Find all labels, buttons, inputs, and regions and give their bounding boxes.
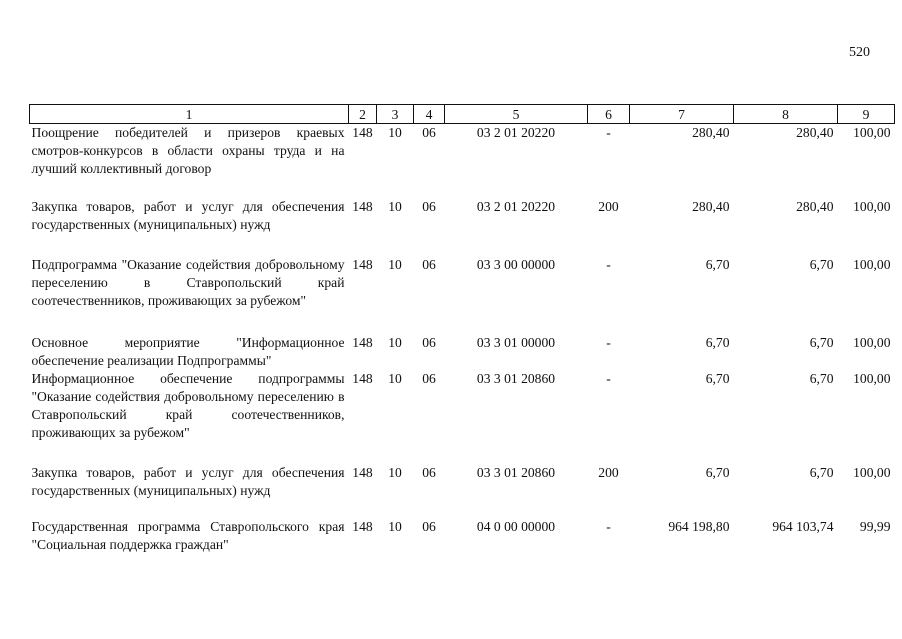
row-subsection: 06 xyxy=(422,464,436,480)
row-target-article: 03 3 01 20860 xyxy=(476,370,556,386)
row-subsection: 06 xyxy=(422,125,436,140)
row-description: Поощрение победителей и призеров краевых смотров-конкурсов в области охраны труда и на лучший коллективный договор xyxy=(31,125,345,176)
row-description: Государственная программа Ставропольского края "Социальная поддержка граждан" xyxy=(31,518,345,552)
table-row xyxy=(30,464,895,518)
table-row xyxy=(30,370,895,464)
row-section: 10 xyxy=(388,334,402,350)
row-subsection: 06 xyxy=(422,334,436,350)
row-expense-type: - xyxy=(606,370,611,386)
row-admin-code: 148 xyxy=(352,334,373,350)
row-executed: 280,40 xyxy=(796,198,834,214)
row-planned: 964 198,80 xyxy=(668,518,730,534)
row-target-article: 03 2 01 20220 xyxy=(476,198,556,214)
table-row xyxy=(30,124,895,198)
row-planned: 6,70 xyxy=(705,256,730,272)
row-percent: 100,00 xyxy=(853,125,891,140)
row-percent: 100,00 xyxy=(853,256,891,272)
header-col-5: 5 xyxy=(445,105,588,124)
row-target-article: 04 0 00 00000 xyxy=(476,518,556,534)
table-row xyxy=(30,334,895,370)
row-admin-code: 148 xyxy=(352,256,373,272)
header-col-6: 6 xyxy=(588,105,630,124)
table-row xyxy=(30,518,895,558)
table-row xyxy=(30,198,895,256)
row-target-article: 03 2 01 20220 xyxy=(476,125,556,140)
row-subsection: 06 xyxy=(422,198,436,214)
row-description: Подпрограмма "Оказание содействия добровольному переселению в Ставропольский край соотечественников, проживающих за рубежом" xyxy=(31,256,345,308)
row-expense-type: 200 xyxy=(598,464,619,480)
table-row xyxy=(30,256,895,334)
row-section: 10 xyxy=(388,518,402,534)
row-section: 10 xyxy=(388,198,402,214)
row-description: Основное мероприятие "Информационное обеспечение реализации Подпрограммы" xyxy=(31,334,345,368)
row-expense-type: - xyxy=(606,518,611,534)
header-col-1: 1 xyxy=(30,105,349,124)
row-planned: 280,40 xyxy=(692,125,730,140)
row-planned: 6,70 xyxy=(705,464,730,480)
row-admin-code: 148 xyxy=(352,370,373,386)
row-subsection: 06 xyxy=(422,370,436,386)
row-executed: 280,40 xyxy=(796,125,834,140)
row-executed: 6,70 xyxy=(809,370,834,386)
row-executed: 6,70 xyxy=(809,464,834,480)
row-admin-code: 148 xyxy=(352,518,373,534)
row-section: 10 xyxy=(388,464,402,480)
row-percent: 100,00 xyxy=(853,370,891,386)
row-planned: 6,70 xyxy=(705,370,730,386)
row-percent: 99,99 xyxy=(859,518,891,534)
row-planned: 280,40 xyxy=(692,198,730,214)
row-target-article: 03 3 00 00000 xyxy=(476,256,556,272)
row-description: Закупка товаров, работ и услуг для обеспечения государственных (муниципальных) нужд xyxy=(31,464,345,498)
row-percent: 100,00 xyxy=(853,198,891,214)
row-section: 10 xyxy=(388,256,402,272)
row-executed: 6,70 xyxy=(809,256,834,272)
row-admin-code: 148 xyxy=(352,125,373,140)
row-percent: 100,00 xyxy=(853,464,891,480)
row-section: 10 xyxy=(388,125,402,140)
row-executed: 6,70 xyxy=(809,334,834,350)
row-subsection: 06 xyxy=(422,256,436,272)
row-expense-type: - xyxy=(606,256,611,272)
header-col-9: 9 xyxy=(838,105,895,124)
row-expense-type: 200 xyxy=(598,198,619,214)
budget-table xyxy=(29,104,895,558)
row-target-article: 03 3 01 00000 xyxy=(476,334,556,350)
row-executed: 964 103,74 xyxy=(772,518,834,534)
header-col-8: 8 xyxy=(734,105,838,124)
header-col-4: 4 xyxy=(414,105,445,124)
row-subsection: 06 xyxy=(422,518,436,534)
row-expense-type: - xyxy=(606,125,611,140)
header-col-2: 2 xyxy=(349,105,377,124)
header-col-3: 3 xyxy=(377,105,414,124)
row-description: Закупка товаров, работ и услуг для обеспечения государственных (муниципальных) нужд xyxy=(31,198,345,232)
row-admin-code: 148 xyxy=(352,464,373,480)
row-section: 10 xyxy=(388,370,402,386)
row-admin-code: 148 xyxy=(352,198,373,214)
page-number: 520 xyxy=(849,45,870,60)
row-planned: 6,70 xyxy=(705,334,730,350)
row-target-article: 03 3 01 20860 xyxy=(476,464,556,480)
header-col-7: 7 xyxy=(630,105,734,124)
row-percent: 100,00 xyxy=(853,334,891,350)
row-description: Информационное обеспечение подпрограммы "Оказание содействия добровольному переселению в Ставропольский край соотечественников, проживающих за рубежом" xyxy=(31,370,345,440)
row-expense-type: - xyxy=(606,334,611,350)
header-row xyxy=(30,105,895,124)
